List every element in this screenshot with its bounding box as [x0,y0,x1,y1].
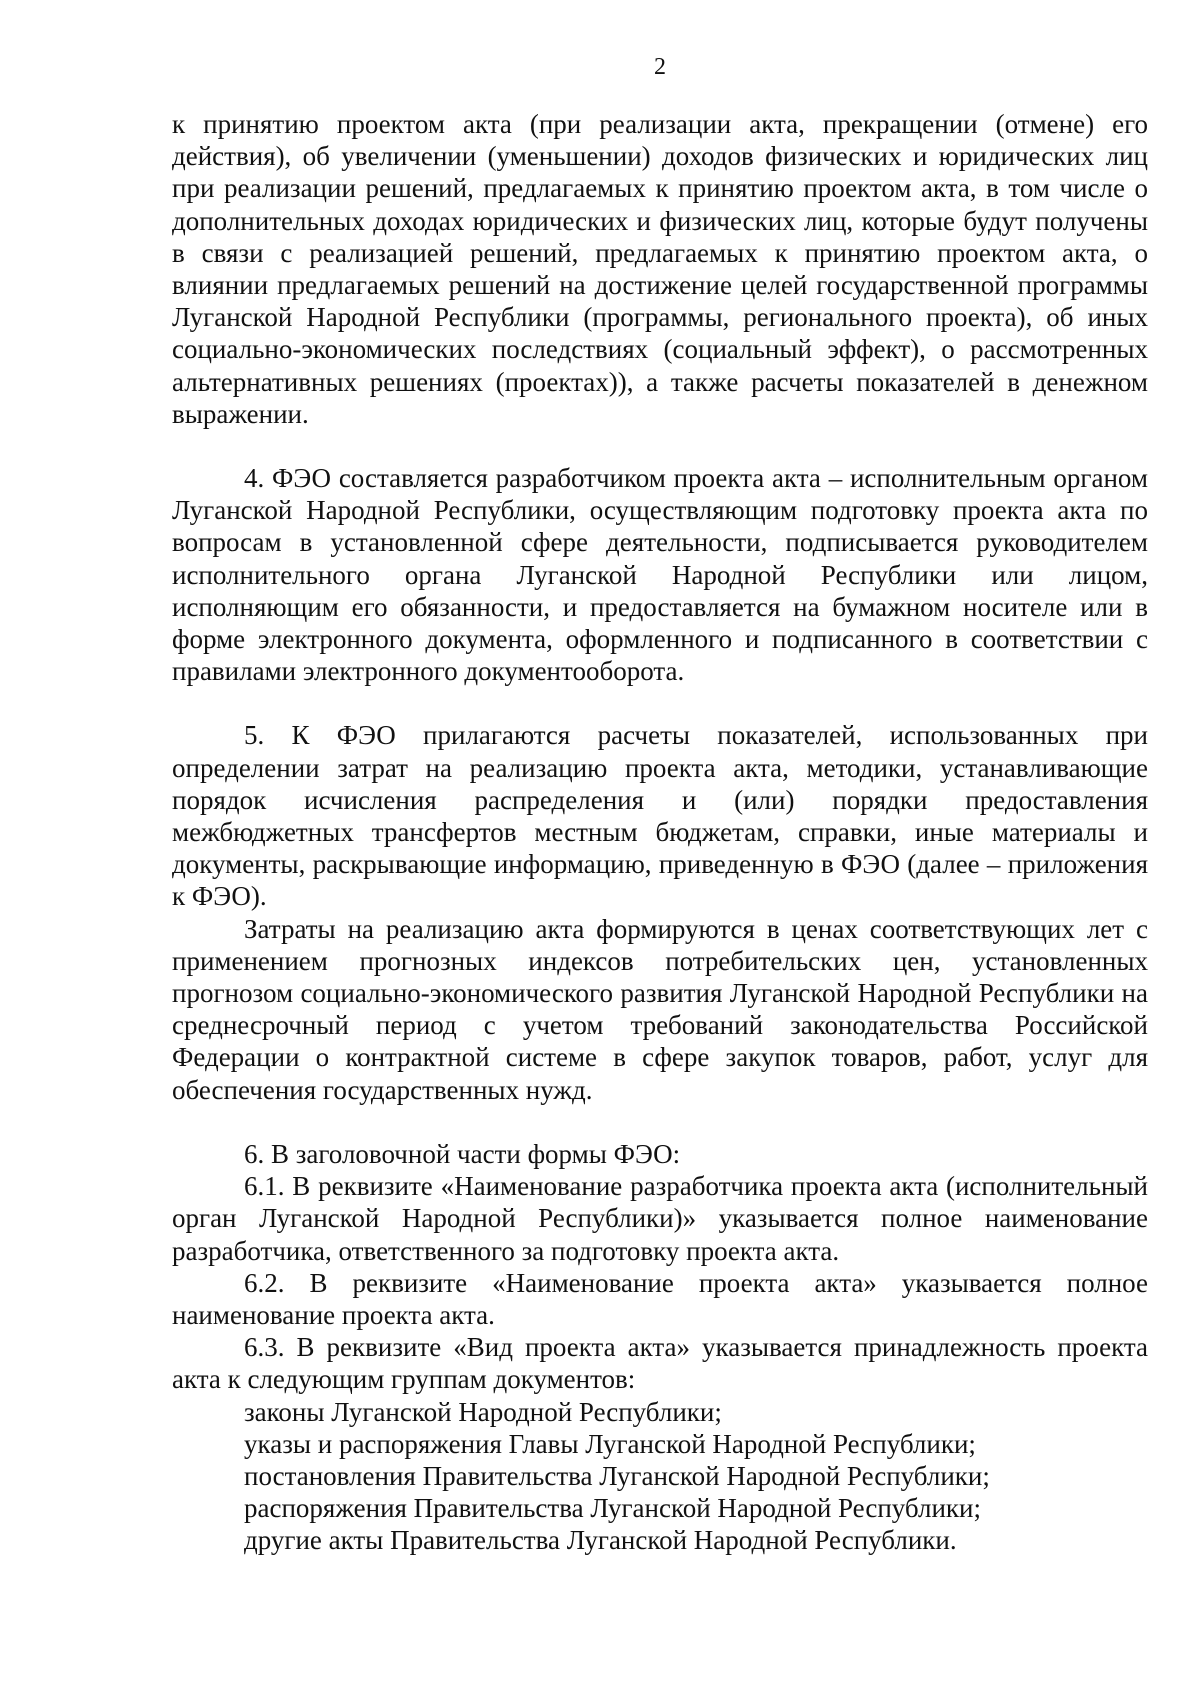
page-number: 2 [654,54,666,80]
list-item: законы Луганской Народной Республики; [244,1396,722,1427]
list-item: указы и распоряжения Главы Луганской Народной Республики; [244,1428,976,1459]
paragraph-item-6-2: 6.2. В реквизите «Наименование проекта акта» указывается полное наименование проекта акта. [172,1267,1148,1330]
paragraph-gap [172,687,1148,719]
paragraph-gap [172,430,1148,462]
paragraph-item-6-1: 6.1. В реквизите «Наименование разработчика проекта акта (исполнительный орган Луганской Народной Республики)» указывается полное наименование разработчика, ответственного за подготовку проекта акта. [172,1171,1148,1266]
list-item: распоряжения Правительства Луганской Народной Республики; [244,1493,981,1524]
list-item: другие акты Правительства Луганской Народной Республики. [244,1525,957,1556]
paragraph-continuation: к принятию проектом акта (при реализации акта, прекращении (отмене) его действия), об увеличении (уменьшении) доходов физических и юридических лиц при реализации решений, предлагаемых к принятию проектом акта, в том числе о дополнительных доходах юридических и физических лиц, которые будут получены в связи с реализацией решений, предлагаемых к принятию проектом акта, о влиянии предлагаемых решений на достижение целей государственной программы Луганской Народной Республики (программы, регионального проекта), об иных социально-экономических последствиях (социальный эффект), о рассмотренных альтернативных решениях (проектах)), а также расчеты показателей в денежном выражении. [172,109,1148,429]
paragraph-item-6-3: 6.3. В реквизите «Вид проекта акта» указывается принадлежность проекта акта к следующим группам документов: [172,1332,1148,1395]
paragraph-item-4: 4. ФЭО составляется разработчиком проекта акта – исполнительным органом Луганской Народной Республики, осуществляющим подготовку проекта акта по вопросам в установленной сфере деятельности, подписывается руководителем исполнительного органа Луганской Народной Республики или лицом, исполняющим его обязанности, и предоставляется на бумажном носителе или в форме электронного документа, оформленного и подписанного в соответствии с правилами электронного документооборота. [172,463,1148,687]
paragraph-costs: Затраты на реализацию акта формируются в ценах соответствующих лет с применением прогнозных индексов потребительских цен, установленных прогнозом социально-экономического развития Луганской Народной Республики на среднесрочный период с учетом требований законодательства Российской Федерации о контрактной системе в сфере закупок товаров, работ, услуг для обеспечения государственных нужд. [172,913,1148,1105]
paragraph-item-6: 6. В заголовочной части формы ФЭО: [244,1138,681,1169]
paragraph-item-5: 5. К ФЭО прилагаются расчеты показателей, использованных при определении затрат на реализацию проекта акта, методики, устанавливающие порядок исчисления распределения и (или) порядки предоставления межбюджетных трансфертов местным бюджетам, справки, иные материалы и документы, раскрывающие информацию, приведенную в ФЭО (далее – приложения к ФЭО). [172,720,1148,912]
document-page [172,52,1148,1557]
paragraph-gap [172,1106,1148,1138]
list-item: постановления Правительства Луганской Народной Республики; [244,1460,990,1491]
